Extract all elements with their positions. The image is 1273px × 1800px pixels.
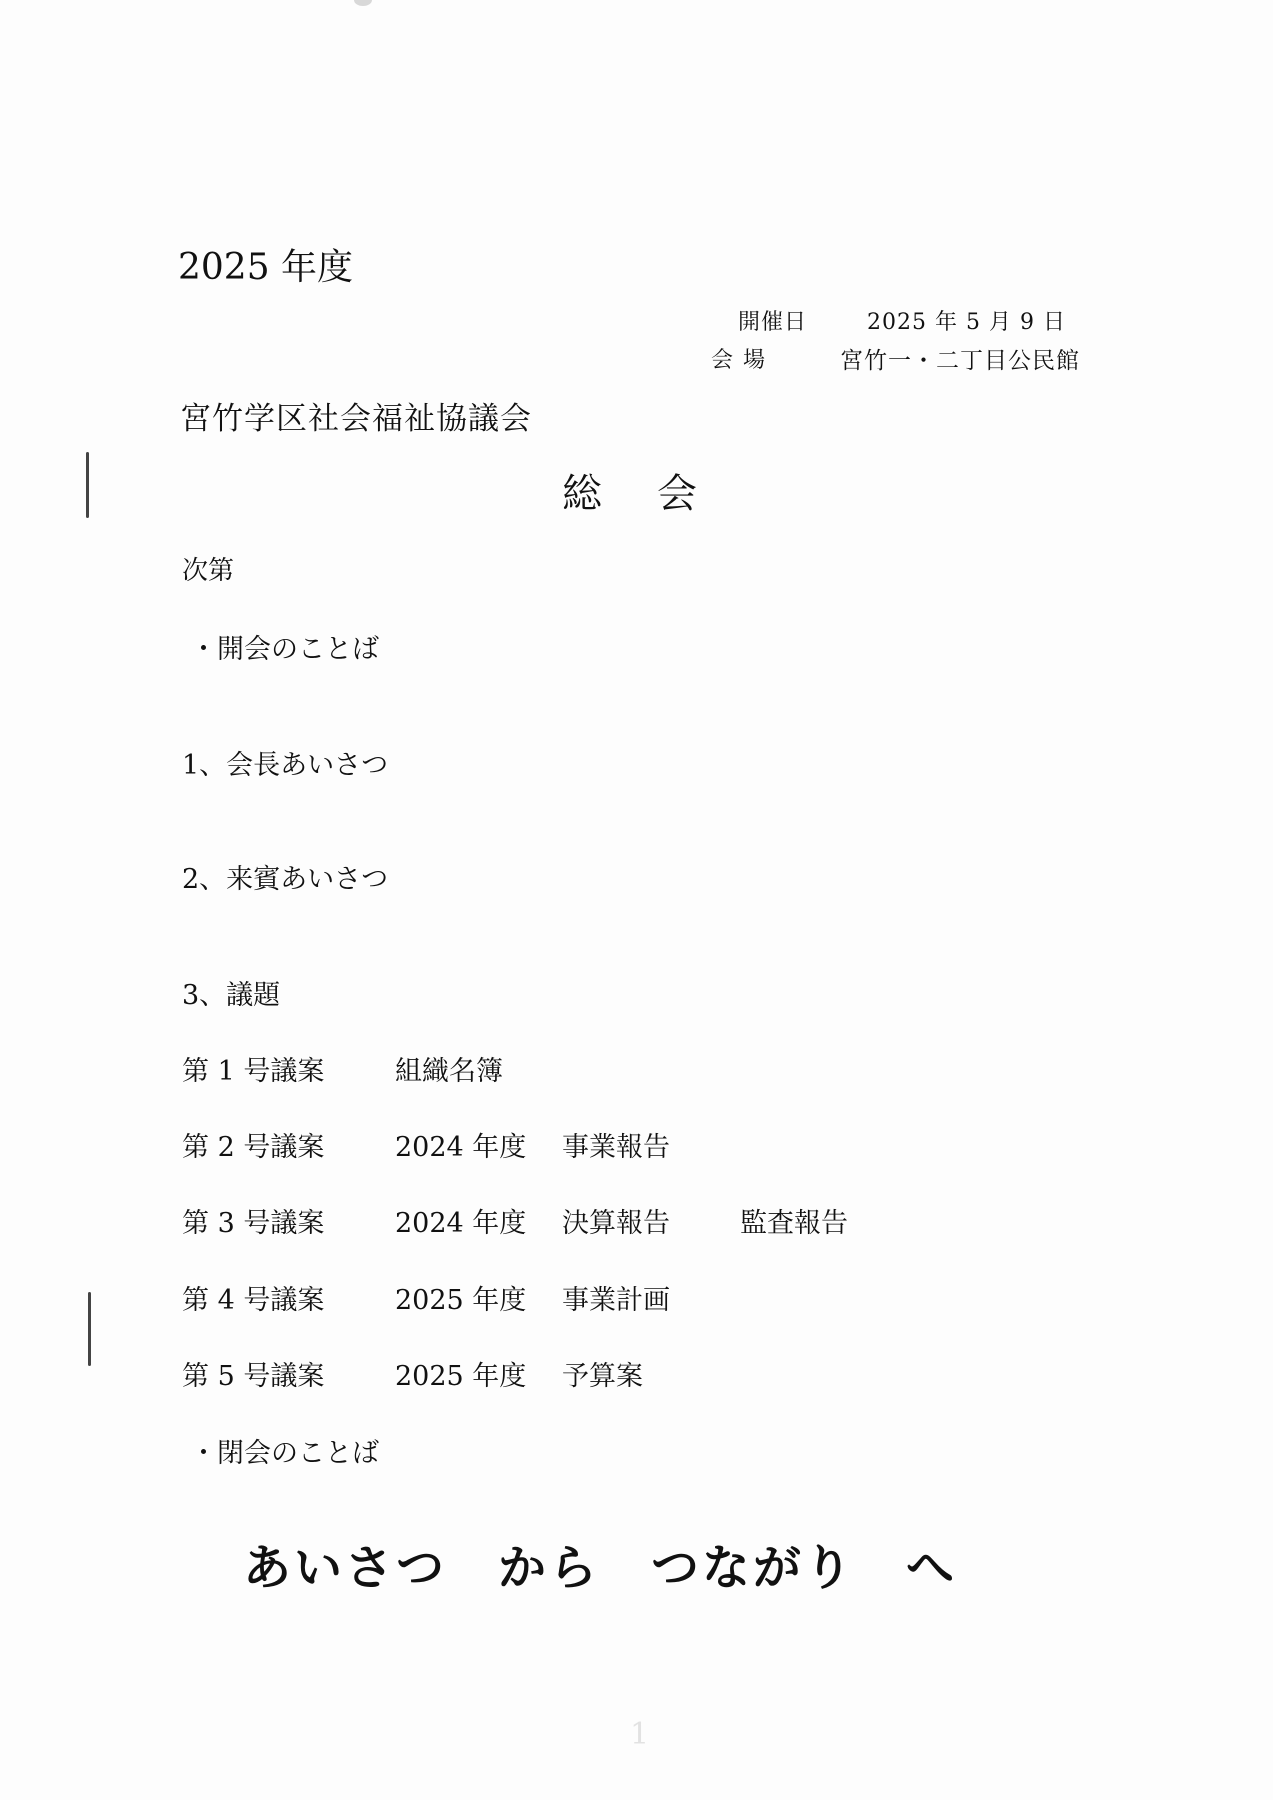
proposal-subject: 事業報告 xyxy=(562,1132,670,1163)
proposal-year: 2024 年度 xyxy=(395,1208,527,1239)
agenda-closing: ・閉会のことば xyxy=(190,1438,379,1469)
page-number: 1 xyxy=(630,1717,650,1752)
proposal-year: 2025 年度 xyxy=(395,1285,527,1316)
proposal-subject: 決算報告 xyxy=(562,1208,670,1239)
agenda-item-3: 3、議題 xyxy=(182,980,281,1011)
slogan: あいさつ から つながり へ xyxy=(243,1540,958,1596)
punch-hole xyxy=(354,0,372,6)
proposal-number: 第 2 号議案 xyxy=(182,1132,325,1163)
agenda-heading: 次第 xyxy=(182,556,235,586)
proposal-year: 2025 年度 xyxy=(395,1361,527,1392)
organization-name: 宮竹学区社会福祉協議会 xyxy=(180,401,532,437)
proposal-number: 第 3 号議案 xyxy=(182,1208,325,1239)
proposal-extra: 監査報告 xyxy=(740,1208,848,1239)
fiscal-year: 2025 年度 xyxy=(178,247,354,288)
date-label: 開催日 xyxy=(738,310,808,335)
agenda-item-1: 1、会長あいさつ xyxy=(182,750,389,781)
staple-mark xyxy=(86,452,89,518)
proposal-subject: 事業計画 xyxy=(562,1285,670,1316)
venue-label: 会場 xyxy=(711,348,776,373)
proposal-number: 第 5 号議案 xyxy=(182,1361,325,1392)
proposal-year: 2024 年度 xyxy=(395,1132,527,1163)
proposal-number: 第 1 号議案 xyxy=(182,1056,325,1087)
staple-mark xyxy=(88,1292,91,1366)
venue-value: 宮竹一・二丁目公民館 xyxy=(840,348,1080,374)
proposal-subject: 組織名簿 xyxy=(395,1056,503,1087)
agenda-item-2: 2、来賓あいさつ xyxy=(182,864,389,895)
proposal-subject: 予算案 xyxy=(562,1361,643,1392)
agenda-opening: ・開会のことば xyxy=(190,634,379,665)
date-value: 2025 年 5 月 9 日 xyxy=(867,310,1066,335)
meeting-title: 総会 xyxy=(562,471,752,517)
proposal-number: 第 4 号議案 xyxy=(182,1285,325,1316)
